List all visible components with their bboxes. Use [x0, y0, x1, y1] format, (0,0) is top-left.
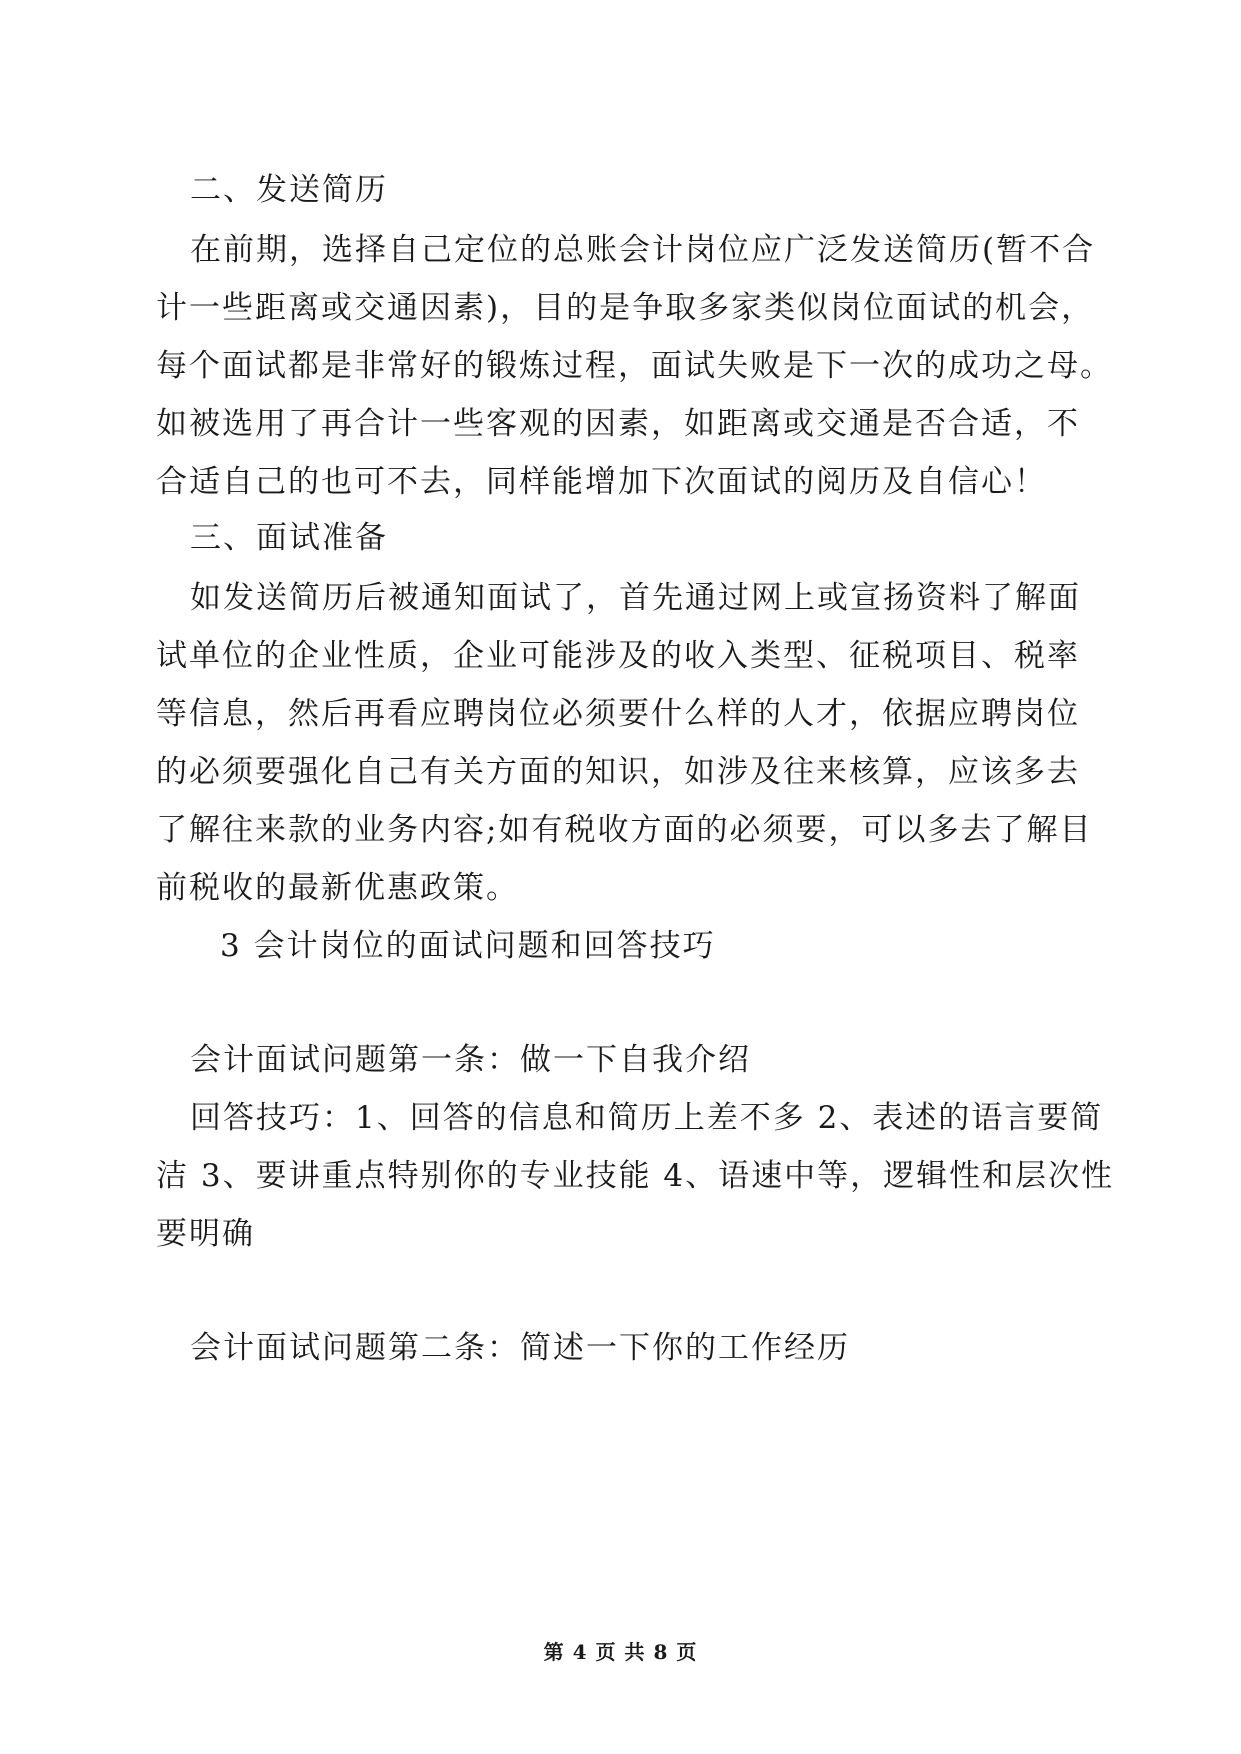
section-heading-interview-prep: 三、面试准备 [190, 520, 388, 556]
chapter-title: 3 会计岗位的面试问题和回答技巧 [220, 928, 716, 964]
paragraph-line: 如被选用了再合计一些客观的因素，如距离或交通是否合适，不 [156, 406, 1080, 442]
answer-line: 要明确 [156, 1216, 255, 1252]
paragraph-line: 的必须要强化自己有关方面的知识，如涉及往来核算，应该多去 [156, 754, 1080, 790]
paragraph-line: 合适自己的也可不去，同样能增加下次面试的阅历及自信心！ [156, 464, 1047, 500]
section-heading-send-resume: 二、发送简历 [190, 172, 388, 208]
paragraph-line: 计一些距离或交通因素)，目的是争取多家类似岗位面试的机会， [156, 290, 1095, 326]
paragraph-line: 等信息，然后再看应聘岗位必须要什么样的人才，依据应聘岗位 [156, 696, 1080, 732]
paragraph-line: 在前期，选择自己定位的总账会计岗位应广泛发送简历(暂不合 [190, 232, 1096, 268]
paragraph-line: 如发送简历后被通知面试了，首先通过网上或宣扬资料了解面 [190, 580, 1081, 616]
answer-line: 洁 3、要讲重点特别你的专业技能 4、语速中等，逻辑性和层次性 [156, 1158, 1115, 1194]
paragraph-line: 每个面试都是非常好的锻炼过程，面试失败是下一次的成功之母。 [156, 348, 1113, 384]
question-1: 会计面试问题第一条：做一下自我介绍 [190, 1042, 751, 1078]
answer-line: 回答技巧：1、回答的信息和简历上差不多 2、表述的语言要简 [190, 1100, 1104, 1136]
page-footer: 第 4 页 共 8 页 [543, 1640, 698, 1664]
paragraph-line: 前税收的最新优惠政策。 [156, 870, 519, 906]
paragraph-line: 试单位的企业性质，企业可能涉及的收入类型、征税项目、税率 [156, 638, 1080, 674]
question-2: 会计面试问题第二条：简述一下你的工作经历 [190, 1330, 850, 1366]
paragraph-line: 了解往来款的业务内容;如有税收方面的必须要，可以多去了解目 [156, 812, 1093, 848]
